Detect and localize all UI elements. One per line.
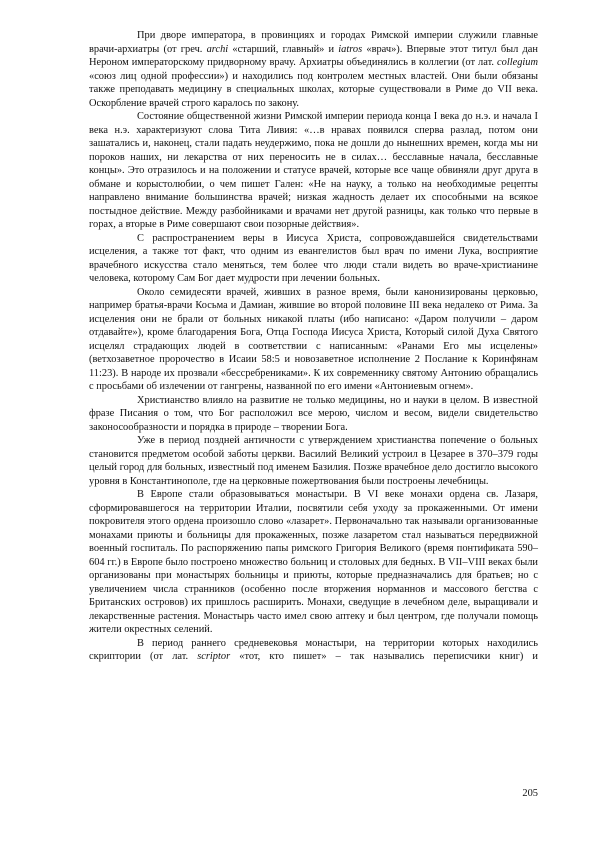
latin-term: scriptor — [197, 651, 231, 662]
page-number: 205 — [522, 788, 538, 799]
paragraph: Состояние общественной жизни Римской империи периода конца I века до н.э. и начала I века н.э. характеризуют слова Тита Ливия: «…в нравах появился сперва разлад, потом они зашатались и, наконец, стали падать неудержимо, пока не дошли до нынешних времен, когда мы ни пороков наших, ни лекарства от них переносить не в силах… бесславные начала, бесславные концы». Это отразилось и на положении и статусе врачей, которые все чаще обвиняли друг друга в обмане и корыстолюбии, о чем пишет Гален: «Не на науку, а только на необходимые рецепты направлено внимание большинства врачей; низкая жадность делает их способными на всякое постыдное действие. Между разбойниками и врачами нет другой разницы, как только что первые в горах, а вторые в Риме совершают свои позорные действия». — [89, 111, 538, 230]
paragraph: При дворе императора, в провинциях и городах Римской империи служили главные врачи-архиатры (от греч. archi «старший, главный» и iatros «врач»). Впервые этот титул был дан Нероном императорскому придворному врачу. Архиатры объединялись в коллегии (от лат. collegium «союз лиц одной профессии») и находились под контролем местных властей. Они были обязаны также преподавать медицину в специальных школах, которые существовали в Риме до VII века. Оскорбление врачей строго каралось по закону. — [89, 30, 538, 109]
paragraph: В период раннего средневековья монастыри, на территории которых находились скриптории (от лат. scriptor «тот, кто пишет» – так назывались переписчики книг) и — [89, 637, 538, 662]
latin-term: collegium — [497, 57, 538, 68]
paragraph: Уже в период поздней античности с утверждением христианства попечение о больных становится предметом особой заботы церкви. Василий Великий устроил в Цезарее в 370–379 годы целый город для больных, известный под именем Базилия. Позже врачебное дело достигло высокого уровня в Константинополе, где на церковные пожертвования были построены лечебницы. — [89, 435, 538, 487]
paragraph: С распространением веры в Иисуса Христа, сопровождавшейся свидетельствами исцеления, а также тот факт, что одним из евангелистов был врач по имени Лука, восприятие врачебного искусства стало меняться, тем более что люди стали видеть во враче-христианине человека, которому Сам Бог дает мудрости при лечении больных. — [89, 232, 538, 284]
latin-term: archi — [206, 43, 229, 55]
latin-term: iatros — [338, 43, 363, 55]
body-text — [89, 29, 538, 664]
paragraph: Христианство влияло на развитие не только медицины, но и науки в целом. В известной фразе Писания о том, что Бог расположил все мерою, числом и весом, видели свидетельство законосообразности и порядка в природе – творении Бога. — [89, 394, 538, 433]
paragraph: В Европе стали образовываться монастыри. В VI веке монахи ордена св. Лазаря, сформировавшегося на территории Италии, посвятили себя уходу за прокаженными. От имени покровителя этого ордена произошло слово «лазарет». Первоначально так называли организованные монахами приюты и больницы для прокаженных, позже лазаретом стал называться передвижной военный госпиталь. По распоряжению папы римского Григория Великого (время понтификата 590–604 гг.) в Европе было построено множество больниц и столовых для бедных. В VII–VIII веках были организованы при монастырях больницы и приюты, которые предназначались для братьев; но с увеличением числа странников (особенно после вторжения норманнов и массового бегства с Британских островов) их пришлось расширить. Монахи, сведущие в лечебном деле, выращивали и лекарственные растения. Монастырь часто имел свою аптеку и был центром, где получали помощь жители окрестных селений. — [89, 489, 538, 635]
paragraph: Около семидесяти врачей, живших в разное время, были канонизированы церковью, например братья-врачи Косьма и Дамиан, жившие во второй половине III века недалеко от Рима. За исцеления они не брали от больных никакой платы (ибо написано: «Даром получили – даром отдавайте»), кроме благодарения Бога, Отца Господа Иисуса Христа, Который силой Духа Святого исцелял страдающих людей в соответствии с написанным: «Ранами Его мы исцелены» (ветхозаветное пророчество в Исаии 58:5 и новозаветное исполнение 2 Послание к Коринфянам 11:23). В народе их прозвали «бессребрениками». К их современнику святому Антонию обращались с просьбами об излечении от гангрены, названной по его имени «Антониевым огнем». — [89, 286, 538, 392]
